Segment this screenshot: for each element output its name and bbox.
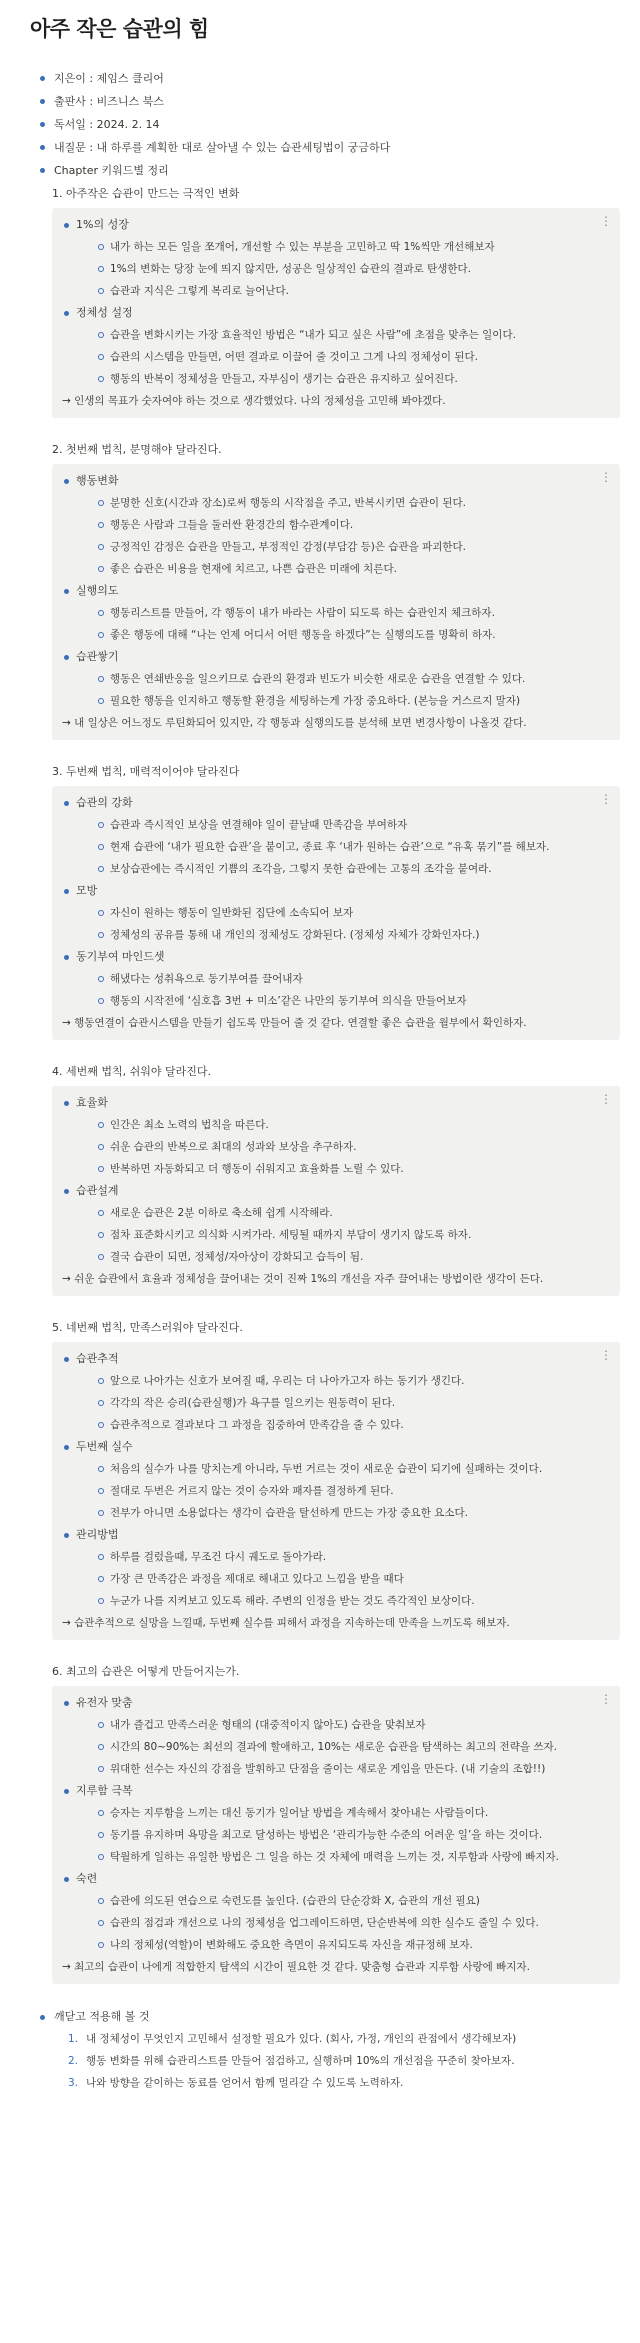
list-item: 절대로 두번은 거르지 않는 것이 승자와 패자를 결정하게 된다. <box>62 1480 606 1502</box>
section-title: 1. 아주작은 습관이 만드는 극적인 변화 <box>52 187 240 201</box>
list-item: 행동의 반복이 정체성을 만들고, 자부심이 생기는 습관은 유지하고 싶어진다. <box>62 368 606 390</box>
section-callout <box>52 464 620 740</box>
list-item: 인간은 최소 노력의 법칙을 따른다. <box>62 1114 606 1136</box>
section-conclusion: → 내 일상은 어느정도 루틴화되어 있지만, 각 행동과 실행의도를 분석해 보면 변경사항이 나올것 같다. <box>62 717 527 730</box>
list-item: 탁월하게 일하는 유일한 방법은 그 일을 하는 것 자체에 매력을 느끼는 것, 지루함과 사랑에 빠지자. <box>62 1846 606 1868</box>
section-callout <box>52 1086 620 1296</box>
group-heading: 습관쌓기 <box>62 646 606 668</box>
list-item: 습관을 변화시키는 가장 효율적인 방법은 “내가 되고 싶은 사람”에 초점을 맞추는 일이다. <box>62 324 606 346</box>
list-item: 결국 습관이 되면, 정체성/자아상이 강화되고 습득이 됨. <box>62 1246 606 1268</box>
list-item: 각각의 작은 승리(습관실행)가 욕구를 일으키는 원동력이 된다. <box>62 1392 606 1414</box>
more-vertical-icon[interactable]: ⋮ <box>600 1348 612 1363</box>
list-item: 시간의 80~90%는 최선의 결과에 할애하고, 10%는 새로운 습관을 탐색하는 최고의 전략을 쓰자. <box>62 1736 606 1758</box>
list-item: 행동은 사람과 그들을 둘러싼 환경간의 함수관계이다. <box>62 514 606 536</box>
group-heading: 지루함 극복 <box>62 1780 606 1802</box>
apply-item <box>40 2072 620 2094</box>
list-item: 필요한 행동을 인지하고 행동할 환경을 세팅하는게 가장 중요하다. (본능을 거스르지 말자) <box>62 690 606 712</box>
more-vertical-icon[interactable]: ⋮ <box>600 792 612 807</box>
section-title: 5. 네번째 법칙, 만족스러워야 달라진다. <box>52 1321 243 1335</box>
list-item: 습관과 즉시적인 보상을 연결해야 일이 끝날때 만족감을 부여하자 <box>62 814 606 836</box>
list-item: 내가 하는 모든 일을 쪼개어, 개선할 수 있는 부분을 고민하고 딱 1%씩만 개선해보자 <box>62 236 606 258</box>
more-vertical-icon[interactable]: ⋮ <box>600 214 612 229</box>
meta-chapter-keywords: Chapter 키워드별 정리 <box>40 159 620 182</box>
apply-section <box>40 2006 620 2094</box>
apply-item-text: 나와 방향을 같이하는 동료를 얻어서 함께 멀리갈 수 있도록 노력하자. <box>86 2077 404 2090</box>
list-item: 습관에 의도된 연습으로 숙련도를 높인다. (습관의 단순강화 X, 습관의 개선 필요) <box>62 1890 606 1912</box>
section-callout <box>52 208 620 418</box>
list-item: 현재 습관에 ‘내가 필요한 습관’을 붙이고, 종료 후 ‘내가 원하는 습관’으로 “유혹 묶기”를 해보자. <box>62 836 606 858</box>
list-item: 새로운 습관은 2분 이하로 축소해 쉽게 시작해라. <box>62 1202 606 1224</box>
list-item: 보상습관에는 즉시적인 기쁨의 조각을, 그렇지 못한 습관에는 고통의 조각을 붙여라. <box>62 858 606 880</box>
group-heading: 습관의 강화 <box>62 792 606 814</box>
group-heading: 모방 <box>62 880 606 902</box>
section-title: 3. 두번째 법칙, 매력적이어야 달라진다 <box>52 765 240 779</box>
list-item: 동기를 유지하며 욕망을 최고로 달성하는 방법은 ‘관리가능한 수준의 어려운 일’을 하는 것이다. <box>62 1824 606 1846</box>
apply-item-number: 1. <box>68 2033 79 2046</box>
group-heading: 숙련 <box>62 1868 606 1890</box>
list-item: 내가 즐겁고 만족스러운 형태의 (대중적이지 않아도) 습관을 맞춰보자 <box>62 1714 606 1736</box>
group-heading: 행동변화 <box>62 470 606 492</box>
section-title: 4. 세번째 법칙, 쉬워야 달라진다. <box>52 1065 211 1079</box>
section-conclusion: → 쉬운 습관에서 효율과 정체성을 끌어내는 것이 진짜 1%의 개선을 자주 끌어내는 방법이란 생각이 든다. <box>62 1273 544 1286</box>
group-heading: 습관추적 <box>62 1348 606 1370</box>
apply-item-number: 2. <box>68 2055 79 2068</box>
apply-item-text: 행동 변화를 위해 습관리스트를 만들어 점검하고, 실행하며 10%의 개선점을 꾸준히 찾아보자. <box>86 2055 515 2068</box>
list-item: 습관추적으로 결과보다 그 과정을 집중하여 만족감을 줄 수 있다. <box>62 1414 606 1436</box>
list-item: 행동은 연쇄반응을 일으키므로 습관의 환경과 빈도가 비슷한 새로운 습관을 연결할 수 있다. <box>62 668 606 690</box>
list-item: 좋은 행동에 대해 “나는 언제 어디서 어떤 행동을 하겠다”는 실행의도를 명확히 하자. <box>62 624 606 646</box>
meta-author: 지은이 : 제임스 클리어 <box>40 67 620 90</box>
list-item: 반복하면 자동화되고 더 행동이 쉬워지고 효율화를 노릴 수 있다. <box>62 1158 606 1180</box>
list-item: 점차 표준화시키고 의식화 시켜가라. 세팅될 때까지 부담이 생기지 않도록 하자. <box>62 1224 606 1246</box>
list-item: 1%의 변화는 당장 눈에 띄지 않지만, 성공은 일상적인 습관의 결과로 탄생한다. <box>62 258 606 280</box>
list-item: 해냈다는 성취욕으로 동기부여를 끌어내자 <box>62 968 606 990</box>
sections-container <box>30 184 620 1984</box>
more-vertical-icon[interactable]: ⋮ <box>600 470 612 485</box>
section-conclusion: → 인생의 목표가 숫자여야 하는 것으로 생각했었다. 나의 정체성을 고민해 봐야겠다. <box>62 395 446 408</box>
list-item: 행동의 시작전에 ‘심호흡 3번 + 미소’같은 나만의 동기부여 의식을 만들어보자 <box>62 990 606 1012</box>
more-vertical-icon[interactable]: ⋮ <box>600 1692 612 1707</box>
list-item: 누군가 나를 지켜보고 있도록 해라. 주변의 인정을 받는 것도 즉각적인 보상이다. <box>62 1590 606 1612</box>
list-item: 가장 큰 만족감은 과정을 제대로 해내고 있다고 느낌을 받을 때다 <box>62 1568 606 1590</box>
meta-question: 내질문 : 내 하루를 계획한 대로 살아낼 수 있는 습관세팅법이 궁금하다 <box>40 136 620 159</box>
group-heading: 실행의도 <box>62 580 606 602</box>
section-conclusion: → 행동연결이 습관시스템을 만들기 쉽도록 만들어 줄 것 같다. 연결할 좋은 습관을 월부에서 확인하자. <box>62 1017 527 1030</box>
list-item: 습관과 지식은 그렇게 복리로 늘어난다. <box>62 280 606 302</box>
section-title: 2. 첫번째 법칙, 분명해야 달라진다. <box>52 443 222 457</box>
meta-publisher: 출판사 : 비즈니스 북스 <box>40 90 620 113</box>
list-item: 분명한 신호(시간과 장소)로써 행동의 시작점을 주고, 반복시키면 습관이 된다. <box>62 492 606 514</box>
section-callout <box>52 786 620 1040</box>
list-item: 습관의 점검과 개선으로 나의 정체성을 업그레이드하면, 단순반복에 의한 실수도 줄일 수 있다. <box>62 1912 606 1934</box>
list-item: 습관의 시스템을 만들면, 어떤 결과로 이끌어 줄 것이고 그게 나의 정체성이 된다. <box>62 346 606 368</box>
group-heading: 관리방법 <box>62 1524 606 1546</box>
meta-read-date: 독서일 : 2024. 2. 14 <box>40 113 620 136</box>
more-vertical-icon[interactable]: ⋮ <box>600 1092 612 1107</box>
group-heading: 효율화 <box>62 1092 606 1114</box>
section-callout <box>52 1342 620 1640</box>
section-callout <box>52 1686 620 1984</box>
group-heading: 유전자 맞춤 <box>62 1692 606 1714</box>
group-heading: 습관설계 <box>62 1180 606 1202</box>
section-title: 6. 최고의 습관은 어떻게 만들어지는가. <box>52 1665 240 1679</box>
section-conclusion: → 최고의 습관이 나에게 적합한지 탐색의 시간이 필요한 것 같다. 맞춤형 습관과 지루함 사랑에 빠지자. <box>62 1961 530 1974</box>
list-item: 승자는 지루함을 느끼는 대신 동기가 일어날 방법을 계속해서 찾아내는 사람들이다. <box>62 1802 606 1824</box>
apply-item-number: 3. <box>68 2077 79 2090</box>
apply-heading: 깨닫고 적용해 볼 것 <box>40 2006 620 2028</box>
list-item: 나의 정체성(역할)이 변화해도 중요한 측면이 유지되도록 자신을 재규정해 보자. <box>62 1934 606 1956</box>
list-item: 쉬운 습관의 반복으로 최대의 성과와 보상을 추구하자. <box>62 1136 606 1158</box>
group-heading: 정체성 설정 <box>62 302 606 324</box>
group-heading: 1%의 성장 <box>62 214 606 236</box>
list-item: 처음의 실수가 나를 망치는게 아니라, 두번 거르는 것이 새로운 습관이 되기에 실패하는 것이다. <box>62 1458 606 1480</box>
page-title: 아주 작은 습관의 힘 <box>30 17 209 41</box>
apply-item-text: 내 정체성이 무엇인지 고민해서 설정할 필요가 있다. (회사, 가정, 개인의 관점에서 생각해보자) <box>86 2033 517 2046</box>
list-item: 긍정적인 감정은 습관을 만들고, 부정적인 감정(부담감 등)은 습관을 파괴한다. <box>62 536 606 558</box>
section-conclusion: → 습관추적으로 실망을 느낄때, 두번째 실수를 피해서 과정을 지속하는데 만족을 느끼도록 해보자. <box>62 1617 510 1630</box>
list-item: 앞으로 나아가는 신호가 보여질 때, 우리는 더 나아가고자 하는 동기가 생긴다. <box>62 1370 606 1392</box>
list-item: 정체성의 공유를 통해 내 개인의 정체성도 강화된다. (정체성 자체가 강화인자다.) <box>62 924 606 946</box>
list-item: 전부가 아니면 소용없다는 생각이 습관을 탈선하게 만드는 가장 중요한 요소다. <box>62 1502 606 1524</box>
group-heading: 동기부여 마인드셋 <box>62 946 606 968</box>
apply-item <box>40 2050 620 2072</box>
group-heading: 두번째 실수 <box>62 1436 606 1458</box>
list-item: 위대한 선수는 자신의 강점을 발휘하고 단점을 줄이는 새로운 게임을 만든다. (내 기술의 조합!!) <box>62 1758 606 1780</box>
list-item: 행동리스트를 만들어, 각 행동이 내가 바라는 사람이 되도록 하는 습관인지 체크하자. <box>62 602 606 624</box>
meta-list <box>40 67 620 182</box>
list-item: 하루를 걸렀을때, 무조건 다시 궤도로 돌아가라. <box>62 1546 606 1568</box>
list-item: 자신이 원하는 행동이 일반화된 집단에 소속되어 보자 <box>62 902 606 924</box>
apply-item <box>40 2028 620 2050</box>
list-item: 좋은 습관은 비용을 현재에 치르고, 나쁜 습관은 미래에 치른다. <box>62 558 606 580</box>
